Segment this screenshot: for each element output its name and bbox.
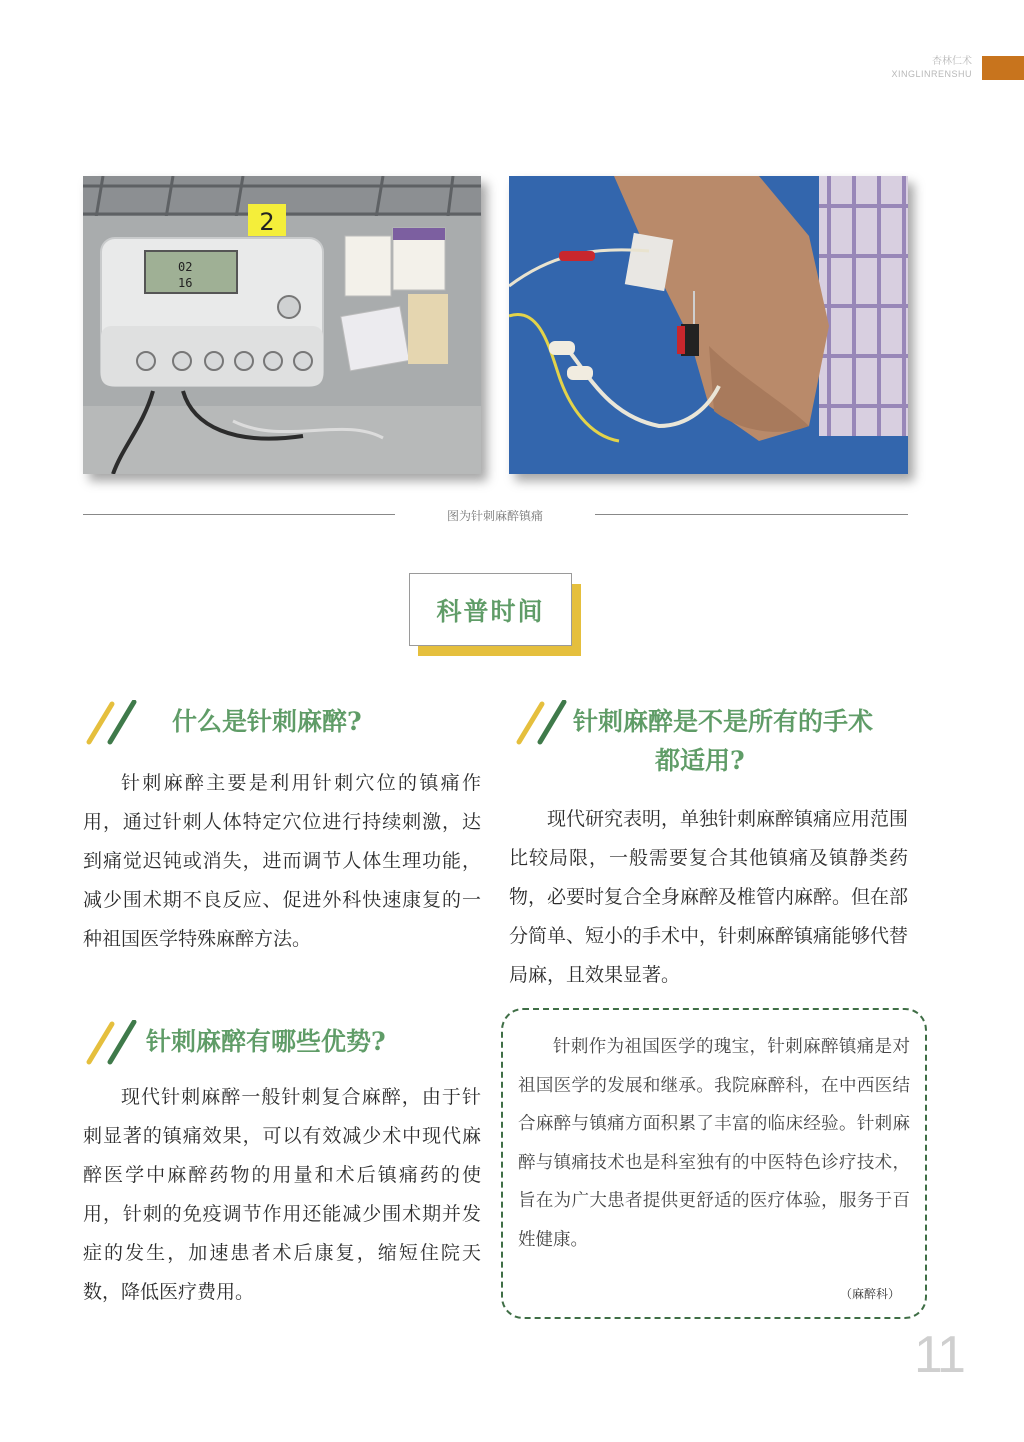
section-badge: 科普时间: [409, 573, 572, 646]
caption-rule-left: [83, 514, 395, 515]
heading-applicability-line1: 针刺麻醉是不是所有的手术: [573, 707, 874, 736]
heading-what-is: 什么是针刺麻醉?: [172, 707, 362, 736]
quote-text: 针刺作为祖国医学的瑰宝，针刺麻醉镇痛是对祖国医学的发展和继承。我院麻醉科，在中西医结合麻醉与镇痛方面积累了丰富的临床经验。针刺麻醉与镇痛技术也是科室独有的中医特色诊疗技术，旨在为广大患者提供更舒适的医疗体验，服务于百姓健康。: [518, 1037, 910, 1250]
body-what-is: 针刺麻醉主要是利用针刺穴位的镇痛作用，通过针刺人体特定穴位进行持续刺激，达到痛觉迟钝或消失，进而调节人体生理功能，减少围术期不良反应、促进外科快速康复的一种祖国医学特殊麻醉方法。: [83, 772, 481, 950]
figure-caption: 图为针刺麻醉镇痛: [446, 509, 543, 523]
device-screen-top: 02: [178, 260, 193, 274]
photo-hand-electrode: [509, 176, 908, 474]
heading-applicability-line2: 都适用?: [655, 746, 745, 775]
heading-slashes-icon: [84, 1020, 144, 1066]
heading-slashes-icon: [84, 700, 144, 746]
body-advantages: 现代针刺麻醉一般针刺复合麻醉，由于针刺显著的镇痛效果，可以有效减少术中现代麻醉医学中麻醉药物的用量和术后镇痛药的使用，针刺的免疫调节作用还能减少围术期并发症的发生，加速患者术后康复，缩短住院天数，降低医疗费用。: [83, 1086, 481, 1303]
body-applicability: 现代研究表明，单独针刺麻醉镇痛应用范围比较局限，一般需要复合其他镇痛及镇静类药物，必要时复合全身麻醉及椎管内麻醉。但在部分简单、短小的手术中，针刺麻醉镇痛能够代替局麻，且效果显著。: [509, 808, 909, 986]
brand-cn: 杏林仁术: [932, 56, 972, 67]
heading-slashes-icon: [514, 700, 574, 746]
header-brand: [891, 56, 972, 80]
tag-number: 2: [259, 208, 275, 236]
photo-acupuncture-device: [83, 176, 481, 474]
device-screen-bottom: 16: [178, 276, 193, 290]
caption-rule-right: [595, 514, 908, 515]
page-number: 11: [914, 1326, 964, 1384]
quote-source: （麻醉科）: [840, 1287, 901, 1301]
brand-en: XINGLINRENSHU: [891, 69, 972, 79]
heading-advantages: 针刺麻醉有哪些优势?: [146, 1027, 386, 1056]
header-accent-bar: [982, 56, 1024, 80]
